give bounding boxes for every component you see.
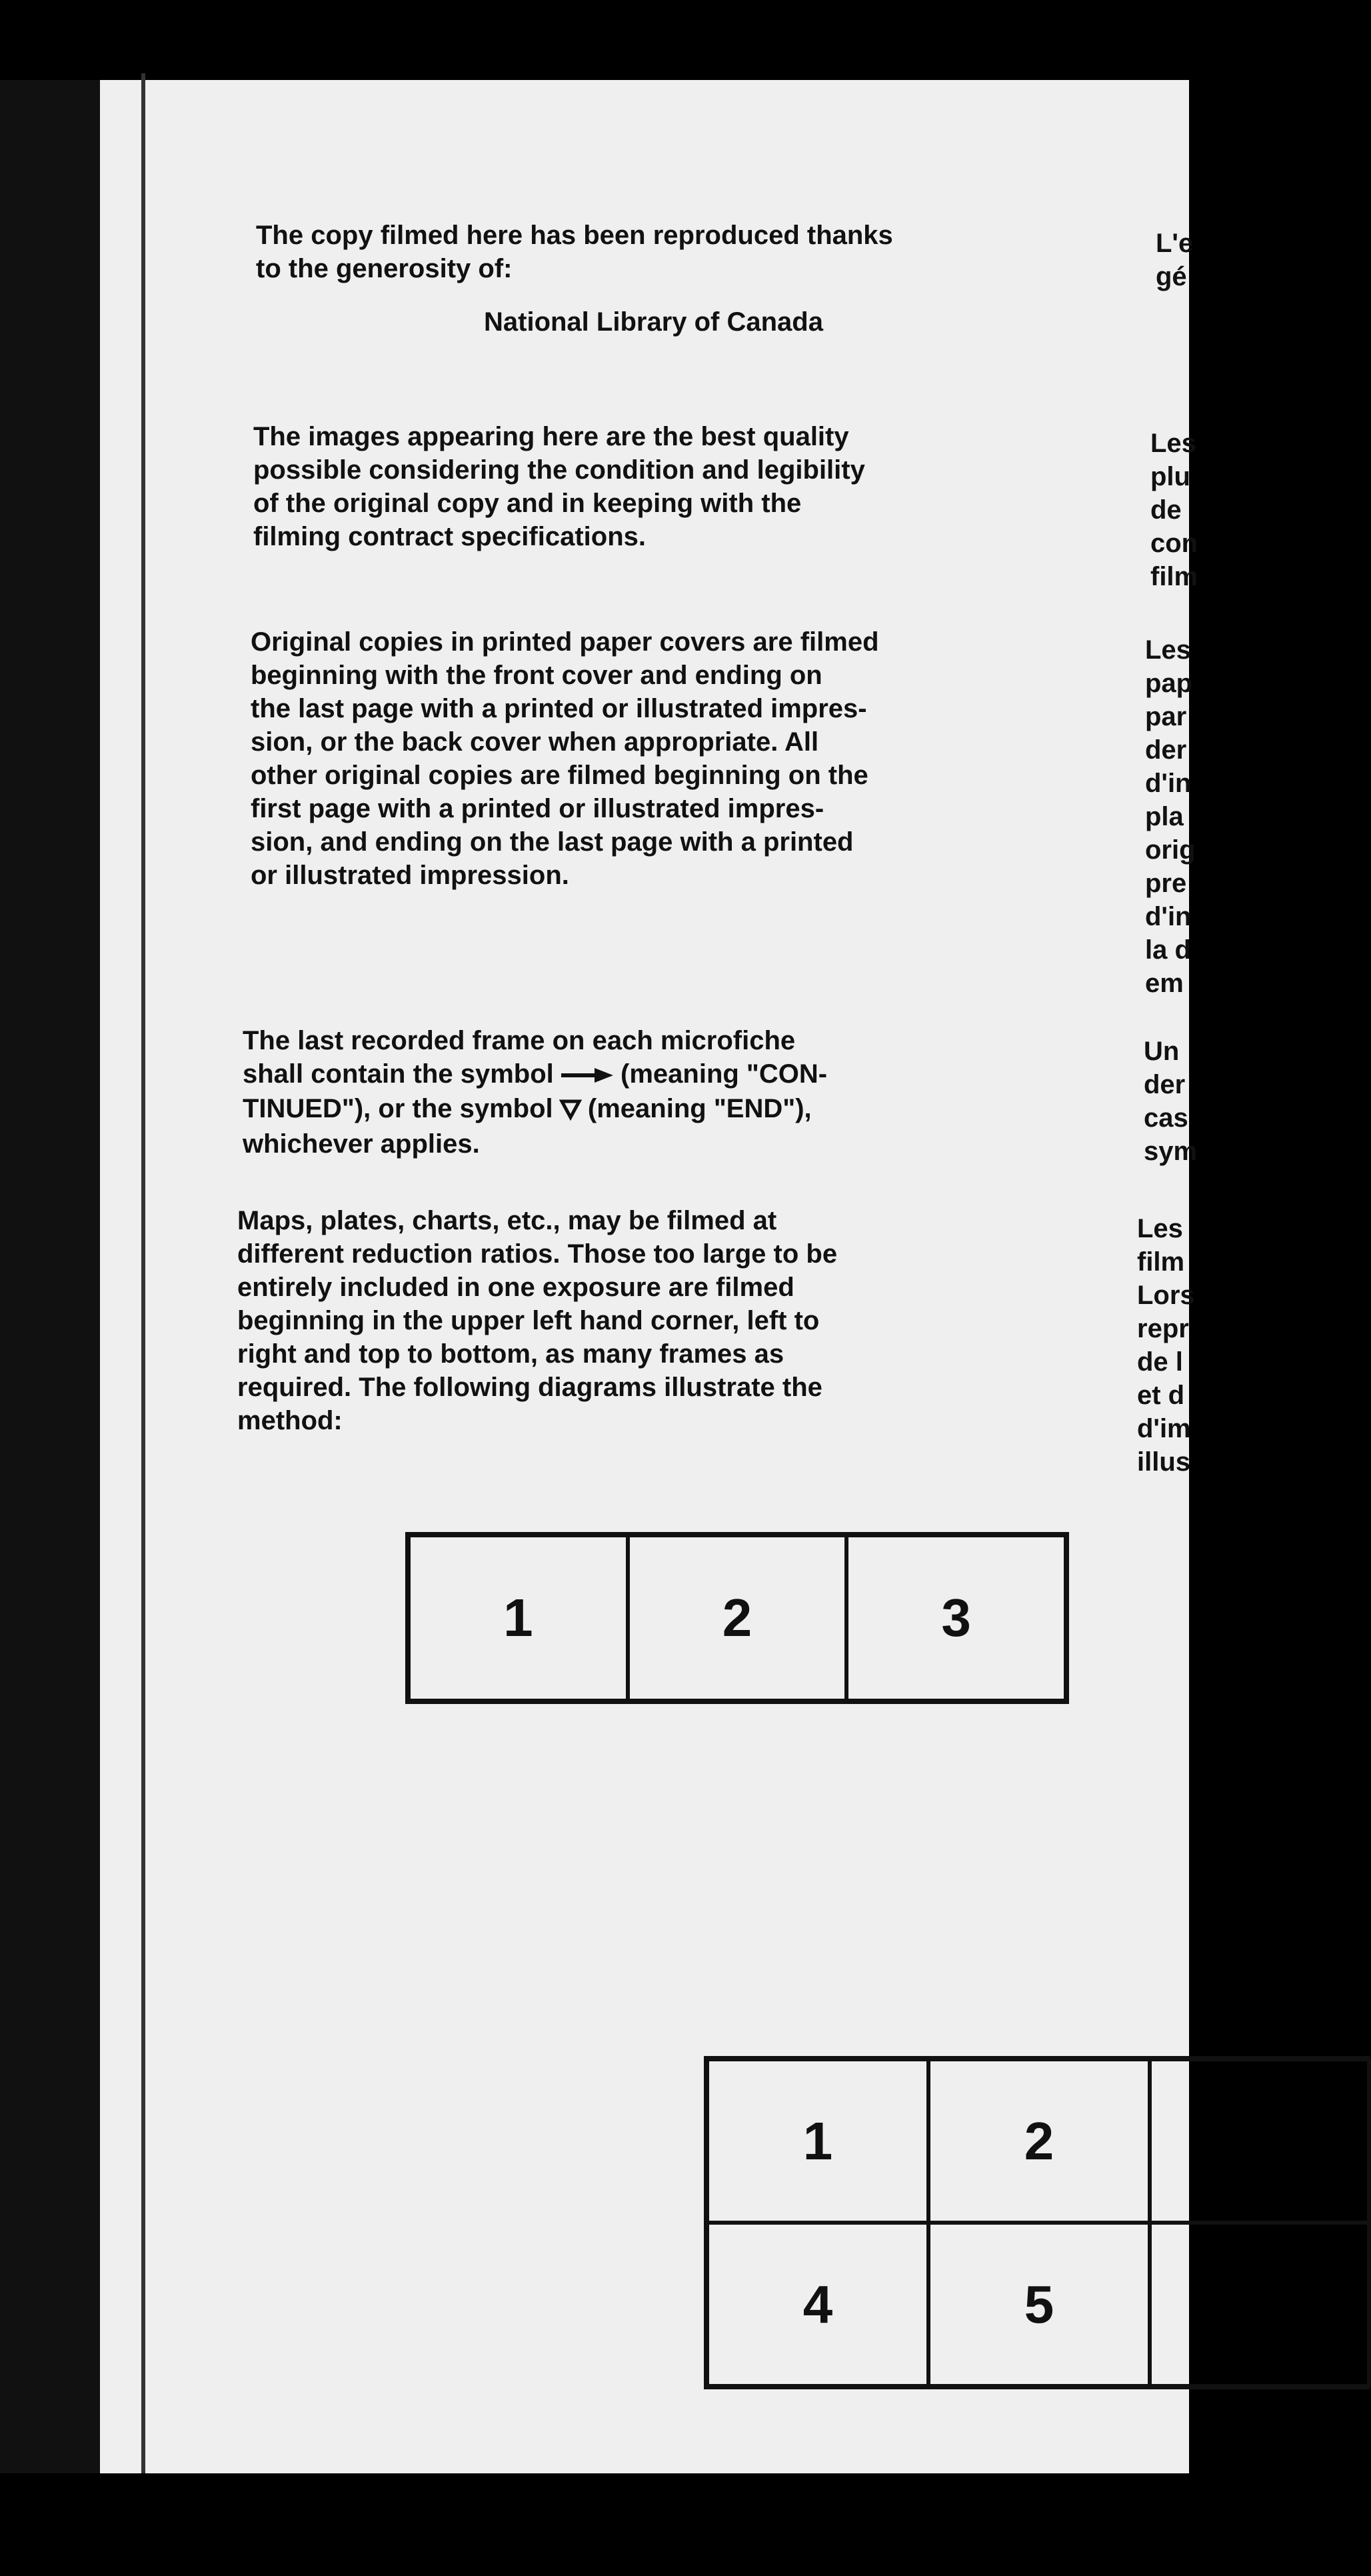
grid-cell-4: 4 [707,2223,928,2386]
frame-cell-3: 3 [846,1535,1066,1701]
frame-line-3 [243,1092,949,1127]
scan-top-border [0,0,1189,80]
scan-bottom-border [0,2473,1189,2576]
scan-left-border [0,80,100,2473]
six-frame-diagram [704,2056,1370,2389]
frame-line-3-end: (meaning "END"), [587,1094,812,1124]
grid-cell-6 [1150,2223,1371,2386]
frame-cell-2: 2 [628,1535,847,1701]
covers-paragraph: Original copies in printed paper covers are filmed beginning with the front cover and ending on the last page with a printed or illustrated impres- sion, or the back cover when appropriate. All other original copies are filmed beginning on the first page with a printed or illustrated impres- sion, and ending on the last page with a printed or illustrated impression. [251,627,879,890]
frame-paragraph [243,1024,949,1161]
french-block-5: Les film Lors repr de l et d d'im illus [1137,1214,1195,1477]
french-block-1: L'e gé [1156,229,1194,291]
page-fold-line [141,73,145,2473]
frame-line-2-end: (meaning "CON- [621,1059,828,1089]
frame-line-2-start: shall contain the symbol [243,1059,554,1089]
down-triangle-icon [561,1094,581,1127]
right-arrow-icon [561,1059,613,1092]
frame-line-2 [243,1057,949,1092]
grid-cell-5: 5 [928,2223,1150,2386]
quality-paragraph: The images appearing here are the best quality possible considering the condition and legibility of the original copy and in keeping with the filming contract specifications. [253,422,865,551]
institution-name: National Library of Canada [484,307,823,337]
frame-line-3-start: TINUED"), or the symbol [243,1094,553,1124]
french-block-4: Un der cas sym [1144,1037,1198,1166]
frame-line-1: The last recorded frame on each microfiche [243,1026,796,1055]
grid-cell-1: 1 [707,2059,928,2223]
french-block-2: Les plu de con film [1150,429,1198,591]
frame-cell-1: 1 [409,1535,628,1701]
frame-line-4: whichever applies. [243,1129,480,1159]
maps-paragraph: Maps, plates, charts, etc., may be filmed at different reduction ratios. Those too large to be entirely included in one exposure are filmed beginning in the upper left hand corner, left to right and top to bottom, as many frames as required. The following diagrams illustrate the method: [237,1206,838,1435]
grid-cell-2: 2 [928,2059,1150,2223]
grid-cell-3 [1150,2059,1371,2223]
credit-intro: The copy filmed here has been reproduced thanks to the generosity of: [256,221,893,283]
french-block-3: Les pap par der d'in pla orig pre d'in la d em [1145,635,1196,998]
three-frame-diagram [405,1532,1069,1704]
